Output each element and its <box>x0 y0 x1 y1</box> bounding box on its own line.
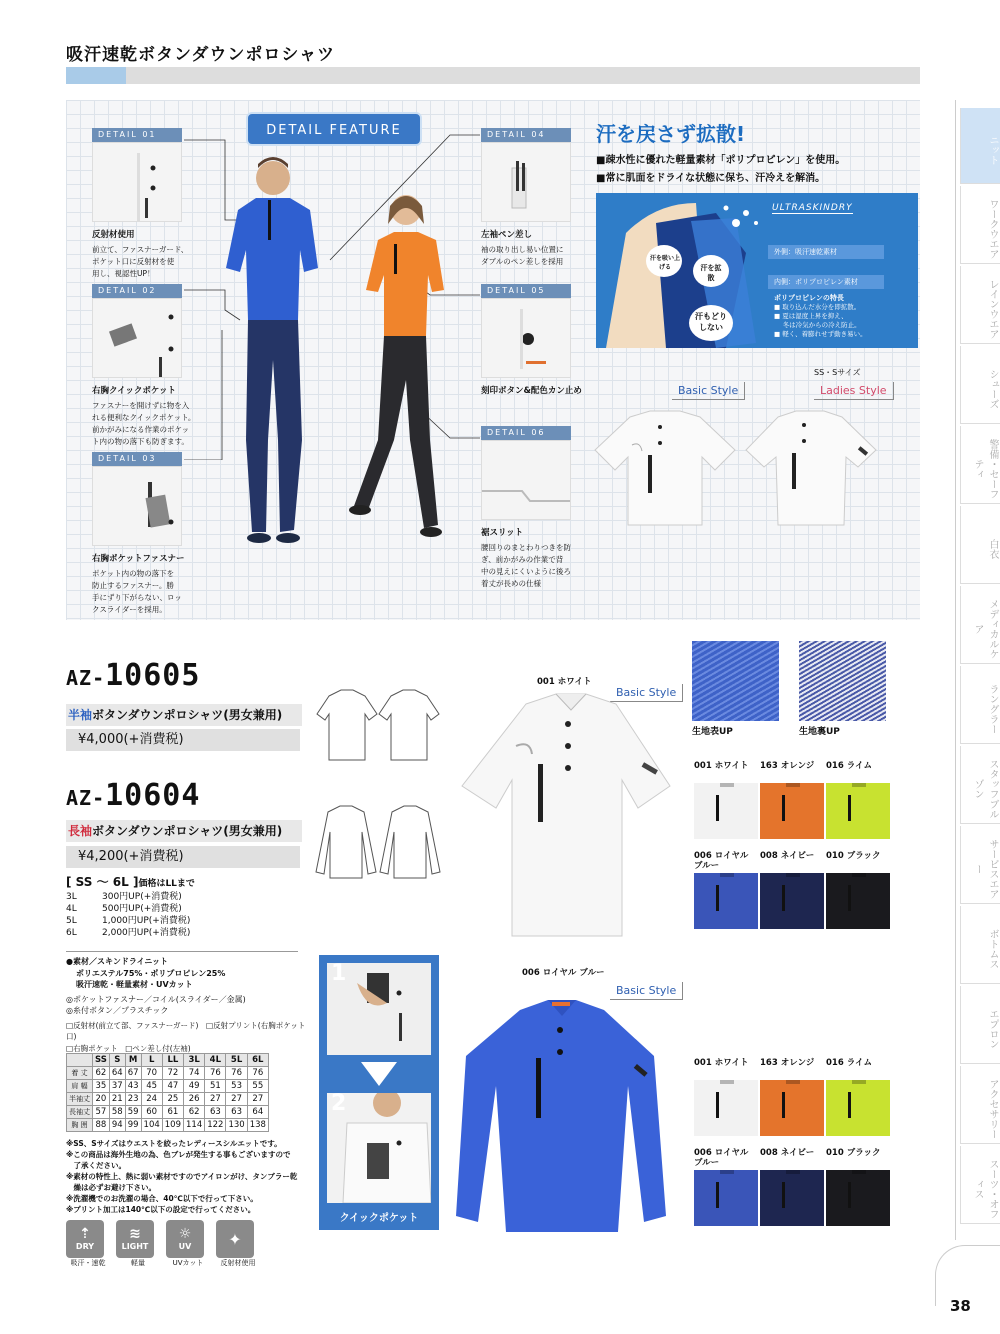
color-swatch <box>826 1058 890 1136</box>
sleeve-type: 長袖 <box>68 824 93 838</box>
icon-caption: 軽量 <box>131 1259 145 1267</box>
title-bar <box>66 67 920 84</box>
long-sleeve-royal-shirt <box>448 996 670 1236</box>
sidebar-tab[interactable]: ワークウエア <box>960 186 1000 264</box>
color-label: 008 ネイビー <box>760 1148 815 1158</box>
detail-text: ポケット内の物の落下を <box>92 569 175 578</box>
color-label: 163 オレンジ <box>760 761 815 771</box>
detail-01 <box>92 128 188 280</box>
detail-caption: 右胸ポケットファスナー <box>92 554 185 564</box>
sidebar-tab[interactable]: エプロン <box>960 986 1000 1064</box>
detail-feature-badge: DETAIL FEATURE <box>246 112 422 146</box>
color-label: 016 ライム <box>826 1058 872 1068</box>
bubble-no-return: 汗もどりしない <box>695 312 727 332</box>
product-name-10604 <box>66 820 302 842</box>
color-label: 016 ライム <box>826 761 872 771</box>
spec-line: ◎糸付ボタン／プラスチック <box>66 1006 169 1015</box>
product-price-10604: ¥4,200(+消費税) <box>66 846 300 868</box>
detail-06 <box>481 426 571 590</box>
product-name-10605 <box>66 704 302 726</box>
sidebar-divider <box>955 100 956 1240</box>
note-line: ※洗濯機でのお洗濯の場合、40℃以下で行って下さい。 <box>66 1194 258 1203</box>
flat-sketch-short <box>315 686 443 764</box>
detail-text: 防止するファスナー。勝 <box>92 581 174 590</box>
detail-02 <box>92 284 195 448</box>
color-label: 163 オレンジ <box>760 1058 815 1068</box>
shirt-color-thumb <box>760 1080 824 1136</box>
detail-text: れる便利なクイックポケット。 <box>92 413 196 422</box>
detail-head: DETAIL 04 <box>481 128 571 142</box>
sidebar-tab[interactable]: 白衣 <box>960 506 1000 584</box>
color-swatch <box>694 761 758 839</box>
size-name: 3L <box>66 892 77 902</box>
fabric-front-swatch <box>692 641 779 721</box>
detail-head: DETAIL 06 <box>481 426 571 440</box>
size-range-note: 価格はLLまで <box>138 879 195 889</box>
color-swatch <box>694 1058 758 1136</box>
detail-head: DETAIL 05 <box>481 284 571 298</box>
flat-sketch-long <box>312 802 444 880</box>
detail-text: 手にずり下がらない、ロッ <box>92 593 182 602</box>
sidebar-tab[interactable]: 警備・セーフティ <box>960 426 1000 504</box>
detail-caption: 裾スリット <box>481 528 524 538</box>
detail-caption: 右胸クイックポケット <box>92 386 176 396</box>
page-title: 吸汗速乾ボタンダウンポロシャツ <box>66 45 335 65</box>
size-range <box>66 873 195 890</box>
shirt-color-thumb <box>694 783 758 839</box>
shirt-color-thumb <box>694 873 758 929</box>
sidebar-tab[interactable]: レインウエア <box>960 266 1000 344</box>
detail-photo <box>481 298 571 378</box>
sidebar-tab[interactable]: スーツ・オフィス <box>960 1146 1000 1224</box>
size-upcharge: 500円UP(+消費税) <box>102 904 182 914</box>
uv-icon: ☼ UV <box>166 1220 204 1258</box>
ultraskindry-diagram <box>596 193 918 348</box>
product-name: ボタンダウンポロシャツ(男女兼用) <box>92 708 283 722</box>
color-swatch <box>826 761 890 839</box>
code-prefix: AZ- <box>66 786 106 810</box>
fabric-front-label: 生地表UP <box>692 727 733 737</box>
outer-label: 外側：吸汗速乾素材 <box>768 245 884 259</box>
detail-photo <box>92 142 182 222</box>
color-label: 001 ホワイト <box>694 1058 749 1068</box>
sidebar-tab[interactable]: ニット <box>960 108 1000 184</box>
shirt-color-thumb <box>826 783 890 839</box>
note-line: ※SS、Sサイズはウエストを絞ったレディースシルエットです。 <box>66 1139 282 1148</box>
note-line: 了承ください。 <box>66 1161 126 1170</box>
detail-caption: 反射材使用 <box>92 230 135 240</box>
color-label: 008 ネイビー <box>760 851 815 861</box>
detail-04 <box>481 128 571 268</box>
icon-caption: 反射材使用 <box>220 1259 256 1267</box>
shirt-color-thumb <box>826 873 890 929</box>
size-name: 6L <box>66 928 77 938</box>
shirt-label-royal: 006 ロイヤル ブルー <box>522 968 605 978</box>
feat-line: 冬は冷気からの冷え防止。 <box>774 321 861 329</box>
sidebar-tab[interactable]: ボトムス <box>960 906 1000 984</box>
inner-label: 内側：ポリプロピレン素材 <box>768 275 884 289</box>
size-upcharge: 300円UP(+消費税) <box>102 892 182 902</box>
notes <box>66 1138 311 1215</box>
ladies-style-tag: Ladies Style <box>814 382 894 400</box>
color-swatch <box>760 1058 824 1136</box>
shirt-color-thumb <box>760 873 824 929</box>
detail-photo <box>92 298 182 378</box>
shirt-color-thumb <box>826 1170 890 1226</box>
page-number: 38 <box>950 1297 971 1315</box>
detail-03 <box>92 452 184 616</box>
product-code-10604 <box>66 778 200 813</box>
detail-text: 腰回りのまとわりつきを防 <box>481 543 571 552</box>
detail-05 <box>481 284 582 396</box>
detail-text: 着丈が長めの仕様 <box>481 579 541 588</box>
size-range-value: [ SS ～ 6L ] <box>66 875 139 889</box>
sidebar-tab[interactable]: ラングラー <box>960 666 1000 744</box>
shirt-color-thumb <box>760 783 824 839</box>
size-name: 5L <box>66 916 77 926</box>
detail-text: 袖の取り出し易い位置に <box>481 245 564 254</box>
color-swatch <box>826 851 890 929</box>
feat-line: ■ 軽く、着膨れせず動き易い。 <box>774 330 867 338</box>
ss-size-label: SS・Sサイズ <box>814 368 861 377</box>
color-swatch <box>760 1148 824 1226</box>
size-upcharge: 1,000円UP(+消費税) <box>102 916 191 926</box>
icon-caption: UVカット <box>172 1259 204 1267</box>
note-line: ※素材の特性上、熱に弱い素材ですのでアイロンがけ、タンブラー乾 <box>66 1172 298 1181</box>
code-prefix: AZ- <box>66 666 106 690</box>
shirt-color-thumb <box>760 1170 824 1226</box>
size-upcharge-list <box>66 891 190 939</box>
detail-text: 前かがみになる作業のポケッ <box>92 425 190 434</box>
color-grid-long <box>694 1058 894 1238</box>
size-table <box>66 1053 269 1132</box>
color-label: 006 ロイヤル ブルー <box>694 851 749 871</box>
product-price-10605: ¥4,000(+消費税) <box>66 729 300 751</box>
feat-title: ポリプロピレンの特長 <box>774 294 844 302</box>
color-swatch <box>694 851 758 929</box>
detail-text: ダブルのペン差しを採用 <box>481 257 564 266</box>
table-row: 胸 囲 88 94 99 104 109 114 122 130 138 <box>67 1119 269 1132</box>
basic-style-shirt <box>590 405 740 530</box>
feature-icons <box>66 1220 260 1268</box>
basic-style-tag: Basic Style <box>672 382 745 400</box>
detail-text: ファスナーを開けずに物を入 <box>92 401 190 410</box>
icon-caption: 吸汗・速乾 <box>70 1259 106 1267</box>
ladies-style-shirt <box>738 405 883 530</box>
color-label: 001 ホワイト <box>694 761 749 771</box>
bubble-absorb: 汗を吸い上げる <box>650 255 681 271</box>
detail-text: ぎ、前かがみの作業で背 <box>481 555 564 564</box>
sleeve-type: 半袖 <box>68 708 93 722</box>
model-photo <box>218 140 468 610</box>
detail-photo <box>481 142 571 222</box>
detail-photo <box>92 466 182 546</box>
sidebar-tab[interactable]: アクセサリー <box>960 1066 1000 1144</box>
ultraskindry-logo: ULTRASKINDRY <box>772 203 853 213</box>
color-label: 006 ロイヤル ブルー <box>694 1148 749 1168</box>
code-number: 10604 <box>105 778 201 813</box>
short-sleeve-white-shirt <box>456 690 676 940</box>
step-number: 2 <box>331 1091 347 1116</box>
detail-text: ポケット口に反射材を使 <box>92 257 175 266</box>
color-label: 010 ブラック <box>826 1148 881 1158</box>
code-number: 10605 <box>105 658 201 693</box>
spec-composition: ポリエステル75%・ポリプロピレン25% <box>76 968 226 978</box>
table-row: 半袖丈 20 21 23 24 25 26 27 27 27 <box>67 1093 269 1106</box>
detail-head: DETAIL 03 <box>92 452 182 466</box>
spec-check: □反射材(前立て部、ファスナーガード) □反射プリント(右胸ポケット口) <box>66 1020 306 1041</box>
step-number: 1 <box>331 961 347 986</box>
basic-style-tag: Basic Style <box>610 982 683 1000</box>
light-icon: ≋ LIGHT <box>116 1220 154 1258</box>
color-grid-short <box>694 761 894 941</box>
color-swatch <box>694 1148 758 1226</box>
detail-head: DETAIL 02 <box>92 284 182 298</box>
reflector-icon: ✦ <box>216 1220 254 1258</box>
detail-caption: 刻印ボタン&配色カン止め <box>481 386 582 396</box>
size-upcharge: 2,000円UP(+消費税) <box>102 928 191 938</box>
spec-check: □右胸ポケット □ペン差し付(左袖) <box>66 1043 191 1053</box>
feat-line: ■ 取り込んだ水分を即拡散。 <box>774 303 861 311</box>
color-swatch <box>826 1148 890 1226</box>
shirt-color-thumb <box>826 1080 890 1136</box>
detail-text: クスライダーを採用。 <box>92 605 167 614</box>
feat-line: ■ 夏は湿度上昇を抑え、 <box>774 312 848 320</box>
detail-text: ト内の物の落下も防ぎます。 <box>92 437 189 446</box>
fabric-back-label: 生地裏UP <box>799 727 840 737</box>
product-code-10605 <box>66 658 200 693</box>
down-arrow-icon <box>359 1060 399 1088</box>
sweat-line: ■疎水性に優れた軽量素材「ポリプロピレン」を使用。 <box>596 155 846 166</box>
sweat-line: ■常に肌面をドライな状態に保ち、汗冷えを解消。 <box>596 173 826 184</box>
spec-material: ●素材／スキンドライニット <box>66 957 169 966</box>
fabric-back-swatch <box>799 641 886 721</box>
note-line: ※この商品は海外生地の為、色ブレが発生する事もございますので <box>66 1150 291 1159</box>
detail-text: 中の見えにくいように後ろ <box>481 567 571 576</box>
shirt-color-thumb <box>694 1080 758 1136</box>
sidebar-tab[interactable]: サービスエアー <box>960 826 1000 904</box>
quick-pocket-panel <box>319 955 439 1230</box>
sidebar-tab[interactable]: スタッフブルゾン <box>960 746 1000 824</box>
divider <box>66 951 298 952</box>
shirt-label-white: 001 ホワイト <box>537 677 592 687</box>
detail-photo <box>481 440 571 520</box>
shirt-color-thumb <box>694 1170 758 1226</box>
product-name: ボタンダウンポロシャツ(男女兼用) <box>92 824 283 838</box>
color-label: 010 ブラック <box>826 851 881 861</box>
table-row: 着 丈 62 64 67 70 72 74 76 76 76 <box>67 1067 269 1080</box>
spec-block <box>66 956 306 1054</box>
table-row: 長袖丈 57 58 59 60 61 62 63 63 64 <box>67 1106 269 1119</box>
sidebar-tab[interactable]: メディカルケア <box>960 586 1000 664</box>
bubble-spread: 汗を拡散 <box>700 264 722 282</box>
note-line: 燥は必ずお避け下さい。 <box>66 1183 156 1192</box>
size-table-header: SS S M L LL 3L 4L 5L 6L <box>67 1054 269 1067</box>
detail-head: DETAIL 01 <box>92 128 182 142</box>
color-swatch <box>760 761 824 839</box>
detail-text: 用し、視認性UP！ <box>92 269 155 278</box>
sidebar-tab[interactable]: シューズ <box>960 346 1000 424</box>
table-row: 肩 幅 35 37 43 45 47 49 51 53 55 <box>67 1080 269 1093</box>
sweat-title: 汗を戻さず拡散! <box>596 122 746 146</box>
basic-style-tag: Basic Style <box>610 684 683 702</box>
color-swatch <box>760 851 824 929</box>
size-name: 4L <box>66 904 77 914</box>
detail-caption: 左袖ペン差し <box>481 230 533 240</box>
note-line: ※プリント加工は140℃以下の設定で行ってください。 <box>66 1205 256 1214</box>
spec-features: 吸汗速乾・軽量素材・UVカット <box>76 980 193 989</box>
detail-text: 前立て、ファスナーガード、 <box>92 245 189 254</box>
dry-icon: ⇡ DRY <box>66 1220 104 1258</box>
spec-line: ◎ポケットファスナー／コイル(スライダー／金属) <box>66 994 246 1004</box>
quick-pocket-caption: クイックポケット <box>339 1213 419 1224</box>
